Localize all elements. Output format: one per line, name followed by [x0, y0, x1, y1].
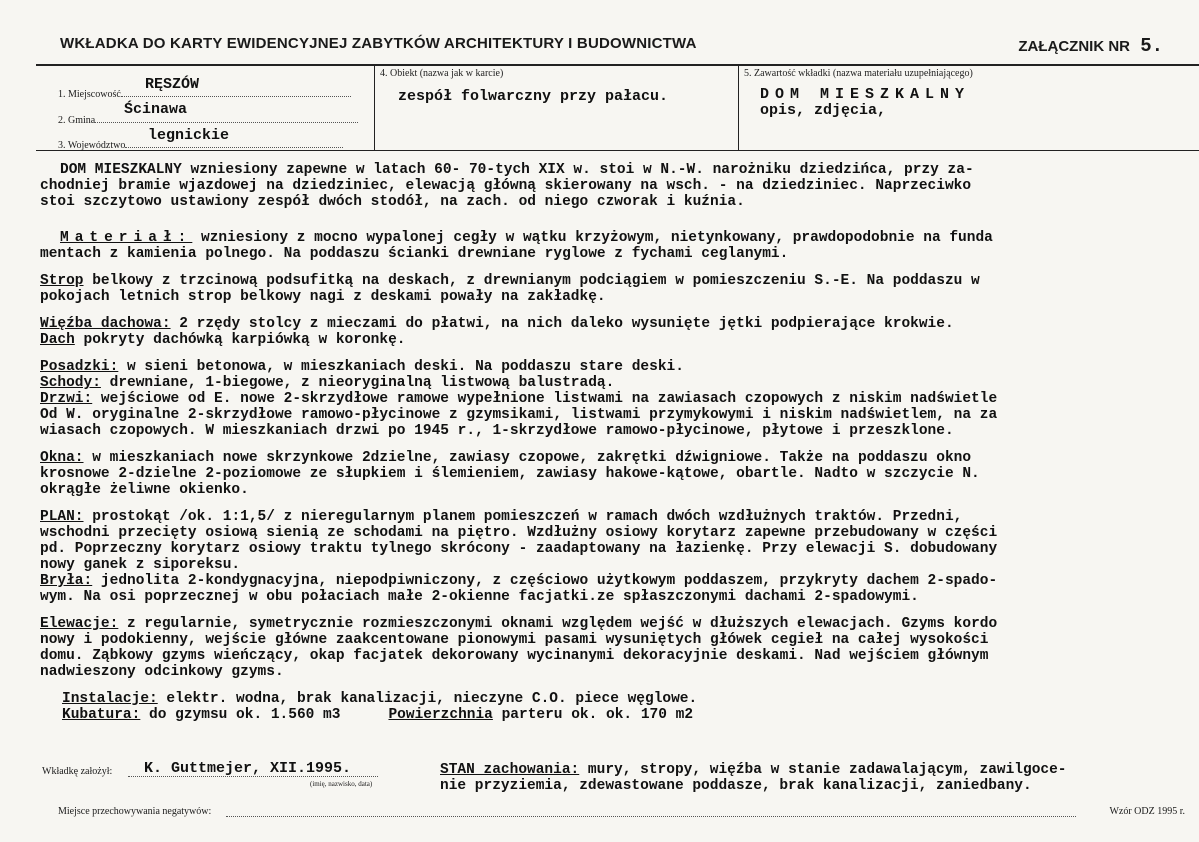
okna-heading: Okna:: [40, 450, 84, 466]
plan-text-1: prostokąt /ok. 1:1,5/ z nieregularnym planem pomieszczeń w ramach dwóch wzdłużnych traktów. Przedni,: [83, 509, 963, 525]
intro-line-2: chodniej bramie wjazdowej na dziedziniec, elewacją główną skierowany na wsch. - na dziedziniec. Naprzeciwko: [40, 178, 972, 194]
zawartosc-value-1: DOM MIESZKALNY: [760, 86, 971, 103]
drzwi-line-1: [40, 391, 1199, 407]
stan-block: [440, 762, 1067, 794]
plan-heading: PLAN:: [40, 509, 84, 525]
stan-heading: STAN zachowania:: [440, 762, 580, 778]
zawartosc-label: 5. Zawartość wkładki (nazwa materiału uzupełniającego): [744, 68, 973, 79]
author-hint: (imię, nazwisko, data): [310, 780, 373, 788]
schody-text: drewniane, 1-biegowe, z nieoryginalną listwową balustradą.: [100, 375, 615, 391]
kubatura-line: [40, 707, 1199, 723]
wiezba-heading: Więźba dachowa:: [40, 316, 171, 332]
miejscowosc-label: 1. Miejscowość: [58, 89, 121, 100]
wojewodztwo-label: 3. Województwo: [58, 140, 126, 151]
intro-line-3: stoi szczytowo ustawiony zespół dwóch stodół, na zach. od niego czworak i kuźnia.: [40, 194, 745, 210]
elewacje-text-1: z regularnie, symetrycznie rozmieszczonymi oknami względem wejść w dłuższych elewacjach. Gzyms kordo: [118, 616, 998, 632]
wiezba-line: [40, 316, 1199, 332]
drzwi-line-3: wiasach czopowych. W mieszkaniach drzwi po 1945 r., 1-skrzydłowe ramowo-płycinowe, płytowe i przeszklone.: [40, 423, 954, 439]
elewacje-heading: Elewacje:: [40, 616, 119, 632]
intro-line-1: DOM MIESZKALNY wzniesiony zapewne w latach 60- 70-tych XIX w. stoi w N.-W. narożniku dziedzińca, przy za-: [60, 162, 974, 178]
strop-text-1: belkowy z trzcinową podsufitką na deskach, z drewnianym podciągiem w pomieszczeniu S.-E. Na poddaszu w: [83, 273, 980, 289]
drzwi-line-2: Od W. oryginalne 2-skrzydłowe ramowo-płycinowe z gzymsikami, listwami przymykowymi i niskim nadświetlem, na za: [40, 407, 998, 423]
gmina-row: [58, 112, 358, 126]
material-heading: Materiał:: [60, 230, 193, 246]
divider-1: [374, 66, 375, 150]
author-value: K. Guttmejer, XII.1995.: [144, 760, 352, 777]
bryla-line-2: wym. Na osi poprzecznej w obu połaciach małe 2-okienne facjatki.ze spłaszczonymi dachami 2-spadowymi.: [40, 589, 919, 605]
miejscowosc-value: RĘSZÓW: [145, 76, 200, 93]
elewacje-line-4: nadwieszony odcinkowy gzyms.: [40, 664, 284, 680]
card-title: WKŁADKA DO KARTY EWIDENCYJNEJ ZABYTKÓW ARCHITEKTURY I BUDOWNICTWA: [60, 35, 697, 52]
top-rule: [36, 64, 1199, 66]
posadzki-heading: Posadzki:: [40, 359, 119, 375]
strop-line-2: pokojach letnich strop belkowy nagi z deskami powały na zakładkę.: [40, 289, 606, 305]
okna-line-3: okrągłe żeliwne okienko.: [40, 482, 249, 498]
instalacje-line: [40, 691, 1199, 707]
powierzchnia-heading: Powierzchnia: [388, 707, 493, 723]
schody-heading: Schody:: [40, 375, 101, 391]
negatives-label: Miejsce przechowywania negatywów:: [58, 806, 212, 817]
stan-line-1: [440, 762, 1067, 778]
annex-label: [1018, 35, 1163, 57]
zawartosc-value-2: opis, zdjęcia,: [760, 102, 887, 119]
okna-line-1: [40, 450, 1199, 466]
plan-line-2: wschodni przecięty osiową sienią ze schodami na piętro. Wzdłużny osiowy korytarz zapewne przebudowany w części: [40, 525, 998, 541]
material-text-1: wzniesiony z mocno wypalonej cegły w wątku krzyżowym, nietynkowany, prawdopodobnie na funda: [192, 230, 993, 246]
schody-line: [40, 375, 1199, 391]
instalacje-text: elektr. wodna, brak kanalizacji, nieczyne C.O. piece węglowe.: [157, 691, 698, 707]
stan-line-2: nie przyziemia, zdewastowane poddasze, brak kanalizacji, zaniedbany.: [440, 778, 1032, 794]
form-id: Wzór ODZ 1995 r.: [1109, 806, 1185, 817]
posadzki-line: [40, 359, 1199, 375]
gmina-label: 2. Gmina: [58, 115, 96, 126]
kubatura-heading: Kubatura:: [62, 707, 141, 723]
dach-line: [40, 332, 1199, 348]
dach-text: pokryty dachówką karpiówką w koronkę.: [74, 332, 406, 348]
drzwi-text-1: wejściowe od E. nowe 2-skrzydłowe ramowe wypełnione listwami na zawiasach czopowych z niskim nadświetle: [92, 391, 998, 407]
material-line-2: mentach z kamienia polnego. Na poddaszu ścianki drewniane ryglowe z fychami ceglanymi.: [40, 246, 789, 262]
obiekt-label: 4. Obiekt (nazwa jak w karcie): [380, 68, 504, 79]
strop-line-1: [40, 273, 1199, 289]
posadzki-text: w sieni betonowa, w mieszkaniach deski. Na poddaszu stare deski.: [118, 359, 684, 375]
gmina-value: Ścinawa: [124, 101, 188, 118]
wojewodztwo-value: legnickie: [148, 127, 230, 144]
strop-heading: Strop: [40, 273, 84, 289]
powierzchnia-text: parteru ok. ok. 170 m2: [492, 707, 694, 723]
instalacje-heading: Instalacje:: [62, 691, 158, 707]
wiezba-text: 2 rzędy stolcy z mieczami do płatwi, na nich daleko wysunięte jętki podpierające krokwie.: [170, 316, 954, 332]
okna-line-2: krosnowe 2-dzielne 2-poziomowe ze słupkiem i ślemieniem, zawiasy hakowe-kątowe, obartle. Nadto w szczycie N.: [40, 466, 980, 482]
bryla-line-1: [40, 573, 1199, 589]
author-label: Wkładkę założył:: [42, 766, 113, 777]
negatives-line: [226, 816, 1076, 817]
stan-text-1: mury, stropy, więźba w stanie zadawalającym, zawilgoce-: [579, 762, 1067, 778]
annex-label-text: ZAŁĄCZNIK NR: [1018, 38, 1131, 55]
description-body: [40, 162, 1199, 723]
elewacje-line-1: [40, 616, 1199, 632]
bryla-text-1: jednolita 2-kondygnacyjna, niepodpiwniczony, z częściowo użytkowym poddaszem, przykryty dachem 2-spado-: [92, 573, 998, 589]
bryla-heading: Bryła:: [40, 573, 93, 589]
annex-number: 5.: [1140, 35, 1163, 57]
dach-heading: Dach: [40, 332, 75, 348]
miejscowosc-row: [58, 86, 351, 100]
material-line-1: [40, 230, 1199, 246]
okna-text-1: w mieszkaniach nowe skrzynkowe 2dzielne, zawiasy czopowe, zakrętki dźwigniowe. Także na poddaszu okno: [83, 450, 972, 466]
kubatura-text: do gzymsu ok. 1.560 m3: [140, 707, 341, 723]
plan-line-1: [40, 509, 1199, 525]
plan-line-3: pd. Poprzeczny korytarz osiowy traktu tylnego skrócony - zaadaptowany na łazienkę. Przy elewacji S. dobudowany: [40, 541, 998, 557]
elewacje-line-2: nowy i podokienny, wejście główne zaakcentowane pionowymi pasami wysuniętych główek cegieł na całej wysokości: [40, 632, 989, 648]
elewacje-line-3: domu. Ząbkowy gzyms wieńczący, okap facjatek dekorowany wycinanymi dekoracyjnie deskami. Nad wejściem głównym: [40, 648, 989, 664]
plan-line-4: nowy ganek z siporeksu.: [40, 557, 241, 573]
drzwi-heading: Drzwi:: [40, 391, 93, 407]
obiekt-value: zespół folwarczny przy pałacu.: [398, 88, 669, 105]
divider-2: [738, 66, 739, 150]
